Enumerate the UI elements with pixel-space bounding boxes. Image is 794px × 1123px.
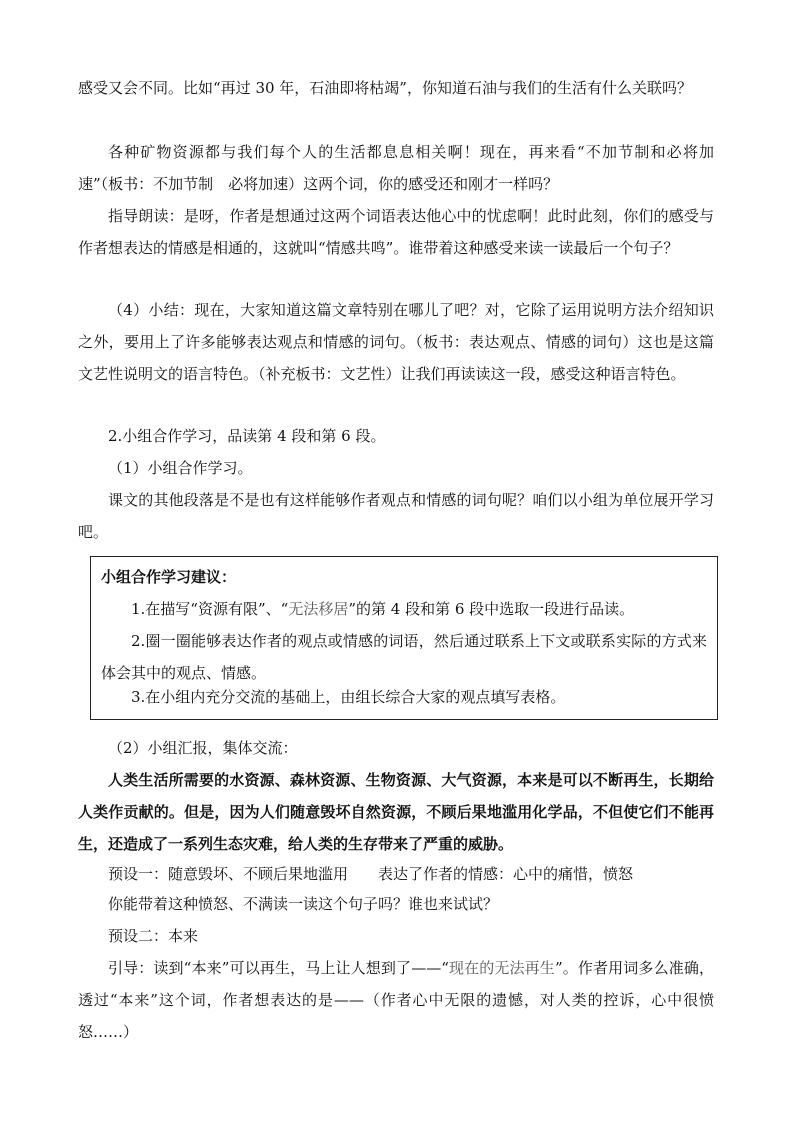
- section-heading-group-study-text: 2.小组合作学习，品读第 4 段和第 6 段。: [108, 427, 386, 445]
- paragraph-guidance-post: ”。作者用词多么准确，透过“本来”这个词，作者想表达的是——（作者心中无限的遗憾，对人类的控诉，心中很愤怒……）: [78, 959, 714, 1041]
- paragraph-oil-text: 感受又会不同。比如“再过 30 年，石油即将枯竭”，你知道石油与我们的生活有什么关联吗？: [78, 79, 692, 97]
- preset-one-text: 预设一：随意毁坏、不顾后果地滥用 表达了作者的情感：心中的痛惜，愤怒: [108, 865, 634, 883]
- subheading-group-study-text: （1）小组合作学习。: [108, 459, 253, 477]
- study-suggestions-box: [90, 556, 718, 720]
- preset-two-text: 预设二：本来: [108, 927, 199, 945]
- paragraph-summary-text: （4）小结：现在，大家知道这篇文章特别在哪儿了吧？对，它除了运用说明方法介绍知识之外，要用上了许多能够表达观点和情感的词句。（板书：表达观点、情感的词句）这也是这篇文艺性说明文的语言特色。（补充板书：文艺性）让我们再读读这一段，感受这种语言特色。: [78, 301, 714, 383]
- paragraph-group-intro-text: 课文的其他段落是不是也有这样能够作者观点和情感的词句呢？咱们以小组为单位展开学习吧。: [78, 491, 714, 541]
- quoted-passage-text: 人类生活所需要的水资源、森林资源、生物资源、大气资源，本来是可以不断再生，长期给人类作贡献的。但是，因为人们随意毁坏自然资源，不顾后果地滥用化学品，不但使它们不能再生，还造成了一系列生态灾难，给人类的生存带来了严重的威胁。: [78, 771, 714, 853]
- subheading-group-report: [78, 732, 714, 764]
- paragraph-oil: [78, 72, 714, 104]
- paragraph-reading-guide-text: 指导朗读：是呀，作者是想通过这两个词语表达他心中的忧虑啊！此时此刻，你们的感受与作者想表达的情感是相通的，这就叫“情感共鸣”。谁带着这种感受来读一读最后一个句子？: [78, 207, 714, 257]
- paragraph-read-aloud: [78, 888, 714, 920]
- paragraph-guidance-accent: 现在的无法再生: [448, 959, 555, 977]
- subheading-group-report-text: （2）小组汇报，集体交流：: [108, 739, 298, 757]
- subheading-group-study: [78, 452, 714, 484]
- section-heading-group-study: [78, 420, 714, 452]
- preset-one: [78, 858, 714, 890]
- paragraph-reading-guide: [78, 200, 714, 264]
- study-suggestion-2: [101, 625, 707, 689]
- study-suggestion-3: [101, 681, 707, 713]
- paragraph-summary: [78, 294, 714, 390]
- study-suggestion-1-pre: 1.在描写“资源有限”、“: [131, 600, 289, 618]
- study-suggestion-1-accent: 无法移居: [288, 600, 349, 618]
- paragraph-guidance-pre: 引导：读到“本来”可以再生，马上让人想到了——“: [108, 959, 449, 977]
- paragraph-resources-text: 各种矿物资源都与我们每个人的生活都息息相关啊！现在，再来看“不加节制和必将加速”（板书：不加节制 必将加速）这两个词，你的感受还和刚才一样吗？: [78, 143, 714, 193]
- paragraph-read-aloud-text: 你能带着这种愤怒、不满读一读这个句子吗？谁也来试试？: [108, 895, 499, 913]
- paragraph-guidance: [78, 952, 714, 1048]
- quoted-passage: [78, 764, 714, 860]
- study-suggestions-title-text: 小组合作学习建议：: [101, 568, 237, 586]
- study-suggestion-3-text: 3.在小组内充分交流的基础上，由组长综合大家的观点填写表格。: [131, 688, 566, 706]
- study-suggestion-1-post: ”的第 4 段和第 6 段中选取一段进行品读。: [348, 600, 635, 618]
- paragraph-resources: [78, 136, 714, 200]
- paragraph-group-intro: [78, 484, 714, 548]
- preset-two: [78, 920, 714, 952]
- study-suggestion-1: [101, 593, 707, 625]
- study-suggestion-2-text: 2.圈一圈能够表达作者的观点或情感的词语，然后通过联系上下文或联系实际的方式来体会其中的观点、情感。: [101, 632, 707, 682]
- study-suggestions-title: [101, 561, 707, 593]
